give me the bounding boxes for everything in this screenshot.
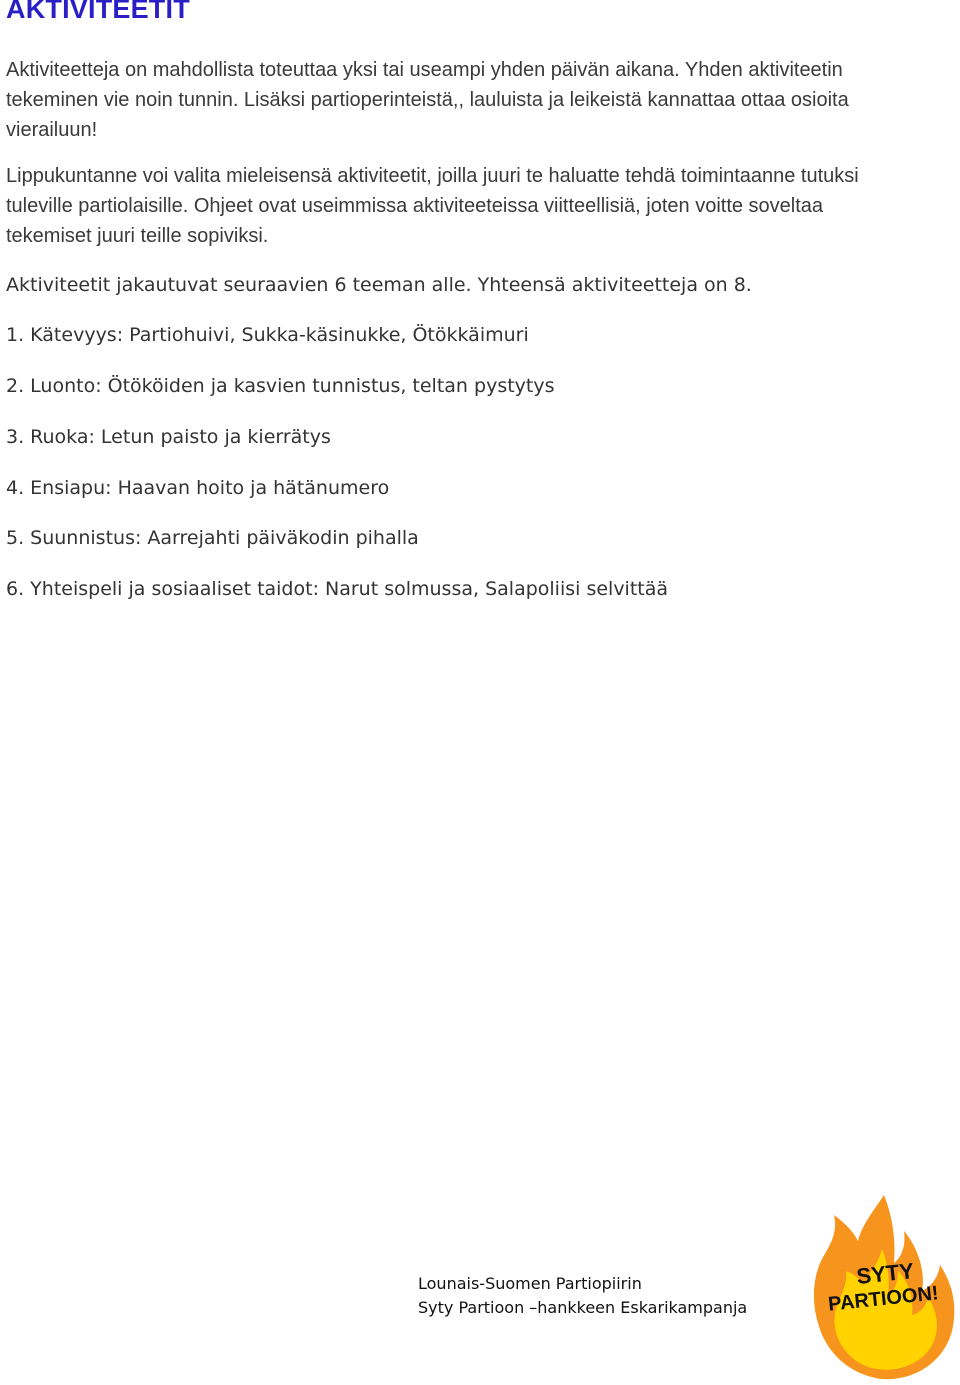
theme-item-nature: 2. Luonto: Ötököiden ja kasvien tunnistus, teltan pystytys (6, 375, 555, 397)
logo-text-syty: SYTY (855, 1258, 916, 1289)
logo-text-partioon: PARTIOON! (827, 1282, 940, 1316)
themes-intro: Aktiviteetit jakautuvat seuraavien 6 teeman alle. Yhteensä aktiviteetteja on 8. (6, 274, 752, 296)
theme-item-orienteering: 5. Suunnistus: Aarrejahti päiväkodin pihalla (6, 527, 419, 549)
syty-partioon-flame-logo (812, 1193, 956, 1381)
theme-item-food: 3. Ruoka: Letun paisto ja kierrätys (6, 426, 331, 448)
footer (418, 1272, 747, 1320)
theme-item-first-aid: 4. Ensiapu: Haavan hoito ja hätänumero (6, 477, 390, 499)
selection-paragraph: Lippukuntanne voi valita mieleisensä aktiviteetit, joilla juuri te haluatte tehdä toimintaanne tutuksi tuleville partiolaisille. Ohjeet ovat useimmissa aktiviteeteissa viitteellisiä, joten voitte soveltaa tekemiset juuri teille sopiviksi. (6, 165, 859, 247)
footer-campaign: Syty Partioon –hankkeen Eskarikampanja (418, 1298, 748, 1317)
theme-item-teamwork: 6. Yhteispeli ja sosiaaliset taidot: Narut solmussa, Salapoliisi selvittää (6, 578, 669, 600)
footer-organization: Lounais-Suomen Partiopiirin (418, 1274, 642, 1293)
intro-paragraph: Aktiviteetteja on mahdollista toteuttaa yksi tai useampi yhden päivän aikana. Yhden aktiviteetin tekeminen vie noin tunnin. Lisäksi partioperinteistä,, lauluista ja leikeistä kannattaa ottaa osioita vierailuun! (6, 59, 849, 141)
theme-item-crafts: 1. Kätevyys: Partiohuivi, Sukka-käsinukke, Ötökkäimuri (6, 324, 529, 346)
page-title: AKTIVITEETIT (6, 0, 190, 24)
